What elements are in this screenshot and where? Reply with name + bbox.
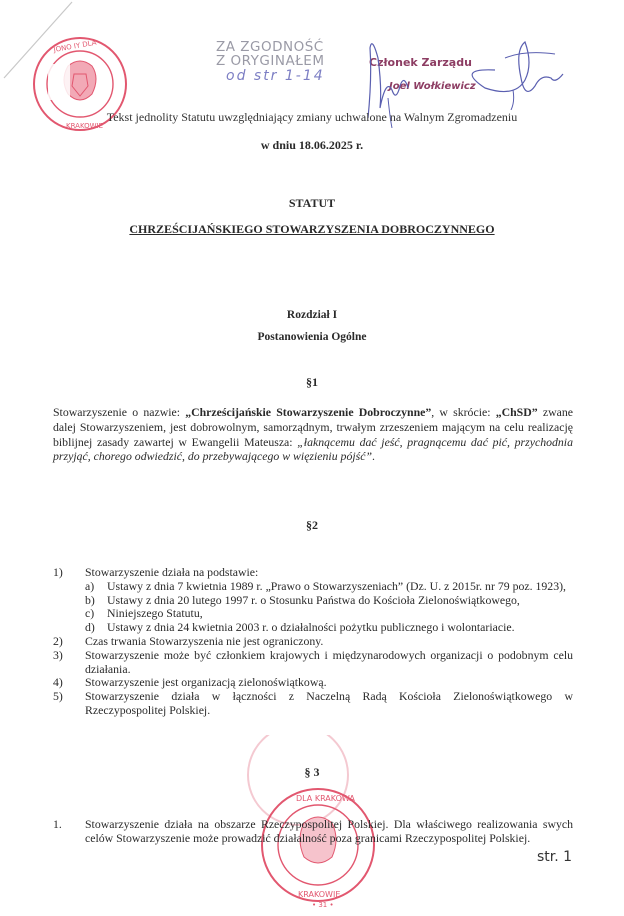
item-text: Stowarzyszenie działa w łączności z Naczelną Radą Kościoła Zielonoświątkowego w Rzeczypospolitej Polskiej. (85, 689, 573, 717)
item-number: 2) (53, 633, 63, 648)
section-1-paragraph (53, 405, 573, 464)
item-text: Ustawy z dnia 7 kwietnia 1989 r. „Prawo o Stowarzyszeniach” (Dz. U. z 2015r. nr 79 poz. 1923), (107, 578, 566, 593)
svg-text:KRAKOWIE: KRAKOWIE (298, 890, 341, 899)
item-number: d) (85, 620, 95, 635)
item-text: Stowarzyszenie działa na podstawie: (85, 565, 259, 579)
chapter-name: Postanowienia Ogólne (257, 331, 367, 343)
item-number: 1. (53, 817, 62, 831)
gospel-quote: „łaknącemu dać jeść, pragnącemu dać pić, przychodnia przyjąć, chorego odwiedzić, do przebywającego w więzieniu pójść” (53, 434, 573, 464)
para-text: , w skrócie: (431, 405, 496, 419)
para-text: Stowarzyszenie o nazwie: (53, 405, 186, 419)
item-text: Ustawy z dnia 20 lutego 1997 r. o Stosunku Państwa do Kościoła Zielonoświątkowego, (107, 592, 520, 607)
list-item (53, 635, 573, 649)
document-date: w dniu 18.06.2025 r. (260, 138, 364, 152)
item-number: b) (85, 592, 95, 607)
item-number: 1) (53, 565, 63, 579)
item-text: Ustawy z dnia 24 kwietnia 2003 r. o działalności pożytku publicznego i wolontariacie. (107, 620, 515, 635)
page-number: str. 1 (536, 849, 572, 865)
svg-text:• 31 •: • 31 • (312, 901, 334, 909)
item-text: Niniejszego Statutu, (107, 606, 203, 621)
certification-handwritten-note: od str 1-14 (226, 68, 325, 84)
certification-stamp (216, 40, 356, 68)
item-number: 3) (53, 647, 63, 662)
sub-list-item (53, 621, 573, 635)
svg-text:DLA KRAKOWA: DLA KRAKOWA (296, 794, 355, 803)
board-member-name: Joel Wołkiewicz (389, 81, 476, 92)
section-2-heading: §2 (306, 518, 318, 532)
item-number: 5) (53, 689, 63, 704)
section-3-list (53, 818, 573, 846)
list-item (53, 818, 573, 846)
item-number: a) (85, 578, 95, 593)
board-member-role: Członek Zarządu (369, 56, 472, 69)
section-2-list (53, 566, 573, 718)
svg-text:KRAKOWIE: KRAKOWIE (66, 122, 104, 130)
item-text: Stowarzyszenie jest organizacją zielonoświątkową. (85, 675, 327, 690)
certification-line-2: Z ORYGINAŁEM (216, 53, 325, 69)
certification-line-1: ZA ZGODNOŚĆ (216, 39, 324, 55)
chapter-label: Rozdział I (286, 309, 338, 321)
sub-list-item (53, 580, 573, 594)
list-item (53, 676, 573, 690)
association-abbreviation: „ChSD” (495, 405, 538, 419)
item-text: Stowarzyszenie może być członkiem krajowych i międzynarodowych organizacji o podobnym celu działania. (85, 647, 573, 676)
item-text: Stowarzyszenie działa na obszarze Rzeczypospolitej Polskiej. Dla właściwego realizowania swych celów Stowarzyszenie może prowadzić działalność poza granicami Rzeczypospolitej Polskiej. (85, 817, 573, 845)
para-text: zwane dalej Stowarzyszeniem, jest dobrowolnym, samorządnym, trwałym zrzeszeniem mającym na celu realizację biblijnej zasady zawartej w Ewangelii Mateusza: (53, 405, 573, 449)
list-item (53, 649, 573, 677)
list-item (53, 566, 573, 580)
sub-list-item (53, 594, 573, 608)
signature-2 (455, 30, 575, 110)
sub-list-item (53, 607, 573, 621)
item-number: c) (85, 606, 95, 621)
item-text: Czas trwania Stowarzyszenia nie jest ograniczony. (85, 633, 324, 648)
document-title: STATUT (288, 196, 336, 210)
document-subtitle: CHRZEŚCIJAŃSKIEGO STOWARZYSZENIA DOBROCZYNNEGO (129, 222, 495, 236)
para-text: . (372, 449, 375, 464)
list-item (53, 690, 573, 718)
section-1-heading: §1 (306, 375, 318, 389)
item-number: 4) (53, 675, 63, 690)
svg-text:JONO IY DLA: JONO IY DLA (53, 38, 98, 54)
association-name: „Chrześcijańskie Stowarzyszenie Dobroczynne” (185, 405, 432, 419)
document-note: Tekst jednolity Statutu uwzględniający zmiany uchwalone na Walnym Zgromadzeniu (106, 110, 518, 124)
section-3-heading: § 3 (304, 765, 320, 779)
